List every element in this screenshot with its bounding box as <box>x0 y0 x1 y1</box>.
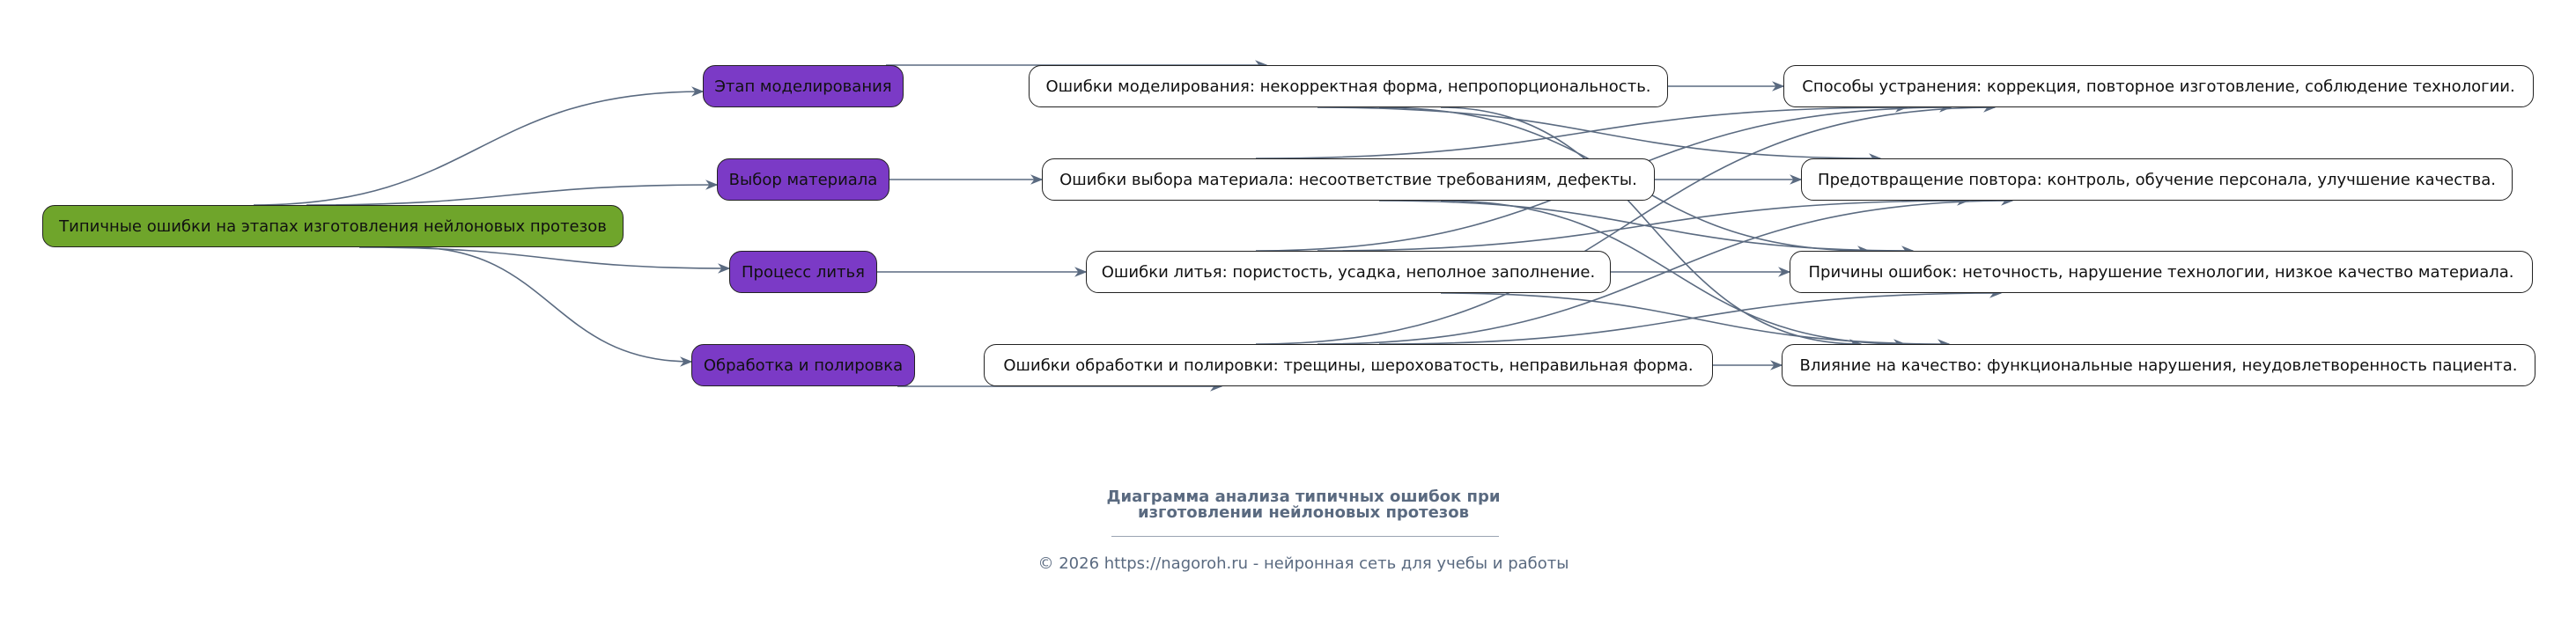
causes-node[interactable]: Причины ошибок: неточность, нарушение технологии, низкое качество материала. <box>1790 251 2533 293</box>
edge-root-to-stage_material <box>306 185 717 205</box>
edge-err_modeling-to-prevent <box>1318 107 1880 158</box>
stage-polishing-node[interactable]: Обработка и полировка <box>691 344 915 386</box>
footer-copyright[interactable]: © 2026 https://nagoroh.ru - нейронная сеть для учебы и работы <box>1037 554 1569 573</box>
edge-root-to-stage_modeling <box>254 92 703 205</box>
quality-impact-node[interactable]: Влияние на качество: функциональные нарушения, неудовлетворенность пациента. <box>1782 344 2535 386</box>
caption-line-1: Диаграмма анализа типичных ошибок при <box>1106 488 1501 506</box>
edge-err_polishing-to-causes <box>1379 293 2001 344</box>
edge-root-to-stage_casting <box>359 247 729 268</box>
edge-err_casting-to-impact <box>1441 293 1949 344</box>
stage-modeling-node[interactable]: Этап моделирования <box>703 65 904 107</box>
edge-err_polishing-to-fix <box>1256 107 1995 344</box>
fix-methods-node[interactable]: Способы устранения: коррекция, повторное изготовление, соблюдение технологии. <box>1783 65 2534 107</box>
prevention-node[interactable]: Предотвращение повтора: контроль, обучение персонала, улучшение качества. <box>1801 158 2513 201</box>
error-modeling-node[interactable]: Ошибки моделирования: некорректная форма, непропорциональность. <box>1029 65 1668 107</box>
edge-root-to-stage_polishing <box>412 247 691 362</box>
stage-casting-node[interactable]: Процесс литья <box>729 251 877 293</box>
caption-line-2: изготовлении нейлоновых протезов <box>1137 503 1470 522</box>
edge-err_casting-to-prevent <box>1318 201 1968 251</box>
error-polishing-node[interactable]: Ошибки обработки и полировки: трещины, шероховатость, неправильная форма. <box>984 344 1713 386</box>
caption-divider <box>1111 536 1499 537</box>
error-casting-node[interactable]: Ошибки литья: пористость, усадка, неполное заполнение. <box>1086 251 1611 293</box>
stage-material-node[interactable]: Выбор материала <box>717 158 889 201</box>
error-material-node[interactable]: Ошибки выбора материала: несоответствие требованиям, дефекты. <box>1042 158 1655 201</box>
root-node[interactable]: Типичные ошибки на этапах изготовления нейлоновых протезов <box>42 205 624 247</box>
